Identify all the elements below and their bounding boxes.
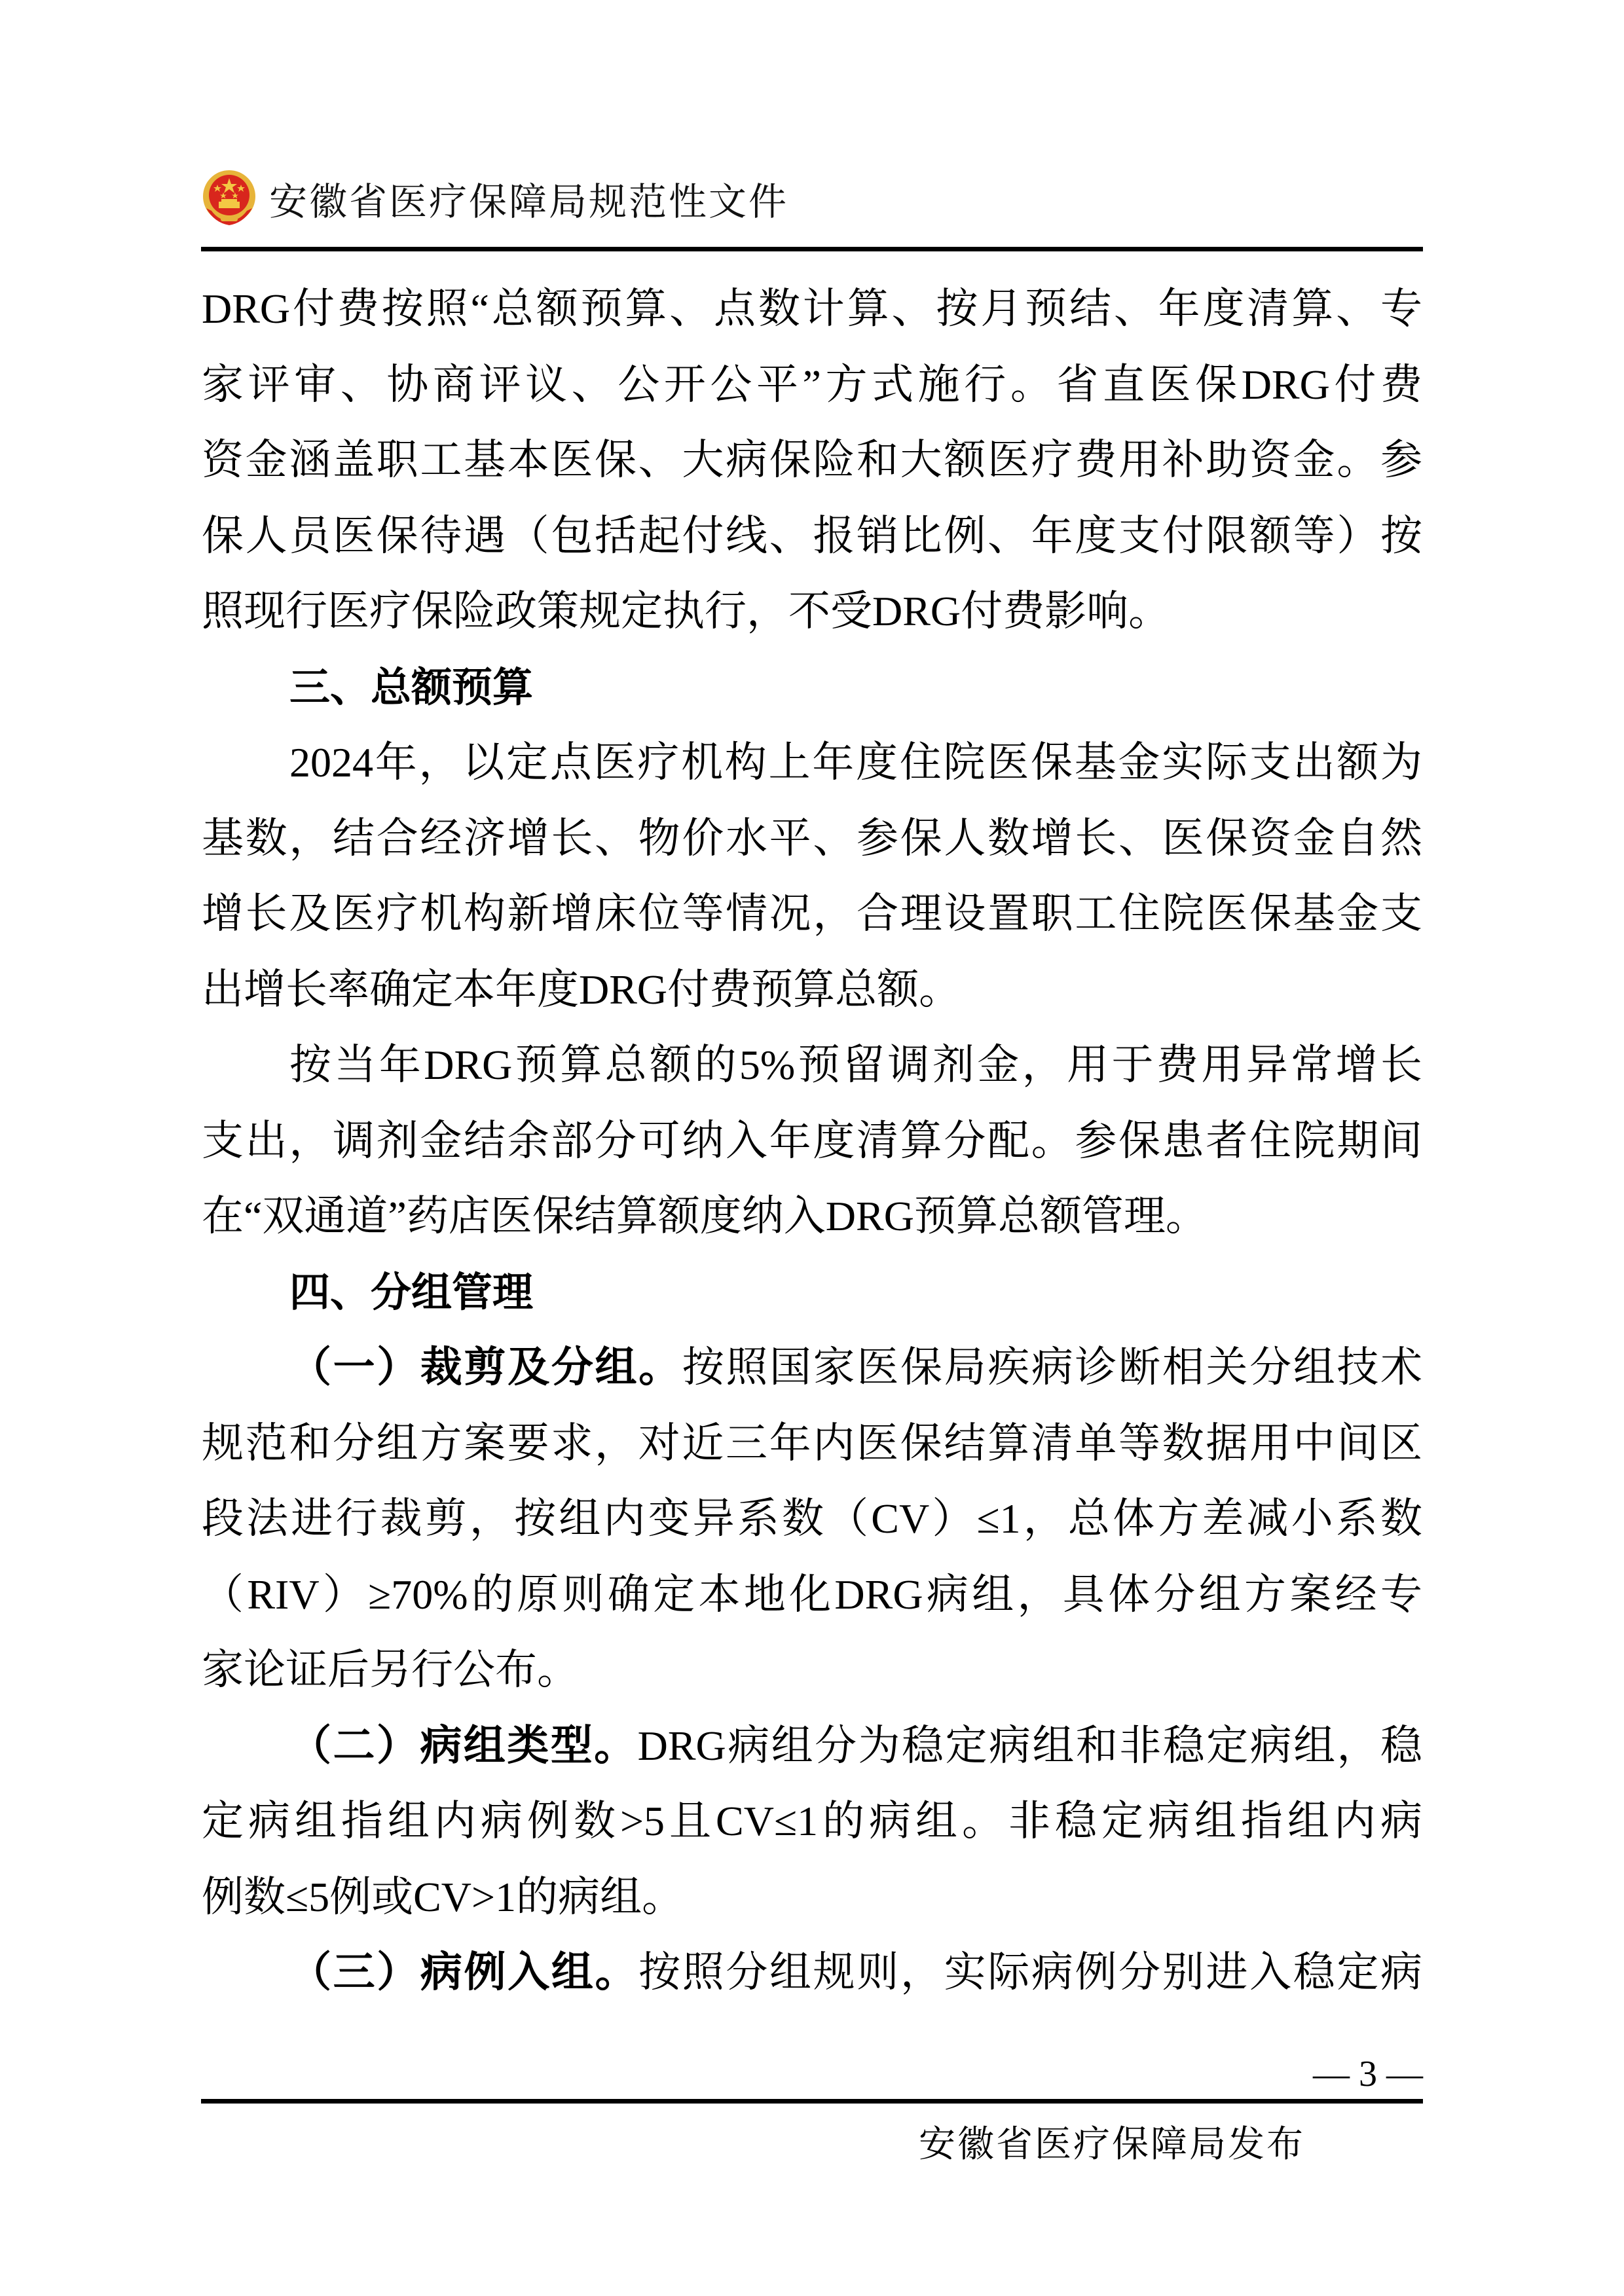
subsection-paragraph-line: [202, 1708, 1422, 1784]
paragraph-line: 出增长率确定本年度DRG付费预算总额。: [202, 966, 961, 1013]
national-emblem-icon: [201, 169, 257, 229]
subsection-title: （一）裁剪及分组。: [289, 1344, 682, 1391]
document-series-title: 安徽省医疗保障局规范性文件: [269, 181, 789, 223]
paragraph-line: （RIV）≥70%的原则确定本地化DRG病组，具体分组方案经专: [202, 1571, 1422, 1618]
paragraph-text: 按照国家医保局疾病诊断相关分组技术: [682, 1344, 1423, 1391]
paragraph-line: 2024年，以定点医疗机构上年度住院医保基金实际支出额为: [289, 739, 1422, 786]
paragraph-line: 基数，结合经济增长、物价水平、参保人数增长、医保资金自然: [202, 814, 1422, 862]
paragraph-line: 支出，调剂金结余部分可纳入年度清算分配。参保患者住院期间: [202, 1117, 1422, 1164]
footer-rule: [201, 2099, 1423, 2104]
section-heading: 三、总额预算: [289, 663, 534, 711]
document-body: [202, 271, 1422, 2011]
subsection-paragraph-line: [202, 1935, 1422, 2011]
paragraph-line: 资金涵盖职工基本医保、大病保险和大额医疗费用补助资金。参: [202, 437, 1422, 483]
section-heading: 四、分组管理: [289, 1267, 534, 1316]
subsection-title: （二）病组类型。: [289, 1722, 638, 1769]
paragraph-line: 照现行医疗保险政策规定执行，不受DRG付费影响。: [202, 588, 1171, 634]
paragraph-line: 保人员医保待遇（包括起付线、报销比例、年度支付限额等）按: [202, 512, 1422, 559]
paragraph-line: 增长及医疗机构新增床位等情况，合理设置职工住院医保基金支: [202, 890, 1422, 937]
paragraph-line: 家评审、协商评议、公开公平”方式施行。省直医保DRG付费: [202, 361, 1422, 408]
paragraph-line: 定病组指组内病例数>5且CV≤1的病组。非稳定病组指组内病: [202, 1798, 1422, 1844]
paragraph-text: 按照分组规则，实际病例分别进入稳定病: [638, 1949, 1423, 1995]
paragraph-line: 规范和分组方案要求，对近三年内医保结算清单等数据用中间区: [202, 1419, 1422, 1467]
subsection-paragraph-line: [202, 1330, 1422, 1406]
paragraph-line: 例数≤5例或CV>1的病组。: [202, 1873, 684, 1920]
page-number: — 3 —: [1313, 2054, 1423, 2094]
publisher-line: 安徽省医疗保障局发布: [919, 2124, 1305, 2165]
paragraph-line: 按当年DRG预算总额的5%预留调剂金，用于费用异常增长: [289, 1042, 1422, 1088]
paragraph-line: 在“双通道”药店医保结算额度纳入DRG预算总额管理。: [202, 1193, 1208, 1239]
subsection-title: （三）病例入组。: [289, 1949, 639, 1995]
paragraph-line: 段法进行裁剪，按组内变异系数（CV）≤1，总体方差减小系数: [202, 1495, 1422, 1542]
header-rule: [201, 247, 1423, 251]
paragraph-line: DRG付费按照“总额预算、点数计算、按月预结、年度清算、专: [202, 285, 1422, 332]
document-header: [201, 168, 1423, 230]
paragraph-line: 家论证后另行公布。: [202, 1647, 579, 1693]
paragraph-text: DRG病组分为稳定病组和非稳定病组，稳: [637, 1722, 1422, 1769]
